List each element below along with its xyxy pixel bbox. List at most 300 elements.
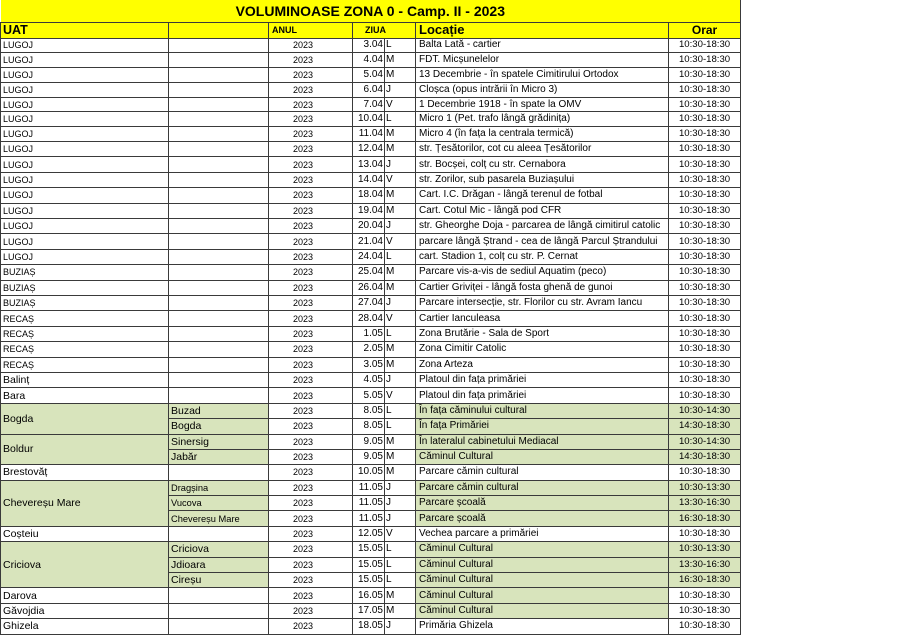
year-cell: 2023 bbox=[269, 127, 353, 142]
uat-cell: BUZIAȘ bbox=[1, 280, 169, 295]
schedule-cell: 10:30-18:30 bbox=[669, 82, 741, 97]
village-cell: Cireșu bbox=[169, 573, 269, 588]
table-row bbox=[1, 188, 741, 203]
village-cell bbox=[169, 603, 269, 618]
location-cell: Căminul Cultural bbox=[416, 603, 669, 618]
table-row bbox=[1, 311, 741, 326]
table-row bbox=[1, 342, 741, 357]
table-row bbox=[1, 526, 741, 541]
village-cell bbox=[169, 112, 269, 127]
table-body bbox=[1, 38, 741, 634]
year-cell: 2023 bbox=[269, 280, 353, 295]
weekday-cell: L bbox=[385, 557, 416, 572]
uat-cell: RECAȘ bbox=[1, 326, 169, 341]
location-cell: Micro 1 (Pet. trafo lângă grădinița) bbox=[416, 112, 669, 127]
village-cell bbox=[169, 127, 269, 142]
weekday-cell: J bbox=[385, 619, 416, 634]
weekday-cell: M bbox=[385, 465, 416, 480]
date-cell: 3.05 bbox=[353, 357, 385, 372]
village-cell: Dragșina bbox=[169, 480, 269, 495]
year-cell: 2023 bbox=[269, 388, 353, 403]
year-cell: 2023 bbox=[269, 68, 353, 83]
schedule-cell: 10:30-18:30 bbox=[669, 234, 741, 249]
table-row bbox=[1, 388, 741, 403]
location-cell: Parcare cămin cultural bbox=[416, 480, 669, 495]
weekday-cell: M bbox=[385, 357, 416, 372]
date-cell: 18.04 bbox=[353, 188, 385, 203]
table-row bbox=[1, 280, 741, 295]
date-cell: 10.05 bbox=[353, 465, 385, 480]
village-cell bbox=[169, 619, 269, 634]
table-row bbox=[1, 82, 741, 97]
year-cell: 2023 bbox=[269, 112, 353, 127]
date-cell: 11.04 bbox=[353, 127, 385, 142]
weekday-cell: J bbox=[385, 511, 416, 526]
date-cell: 25.04 bbox=[353, 265, 385, 280]
header-anul: ANUL bbox=[269, 22, 353, 38]
weekday-cell: L bbox=[385, 573, 416, 588]
schedule-cell: 10:30-18:30 bbox=[669, 219, 741, 234]
date-cell: 3.04 bbox=[353, 38, 385, 53]
schedule-cell: 10:30-13:30 bbox=[669, 542, 741, 557]
year-cell: 2023 bbox=[269, 526, 353, 541]
date-cell: 1.05 bbox=[353, 326, 385, 341]
date-cell: 24.04 bbox=[353, 249, 385, 264]
weekday-cell: M bbox=[385, 127, 416, 142]
uat-cell: Criciova bbox=[1, 542, 169, 588]
year-cell: 2023 bbox=[269, 188, 353, 203]
year-cell: 2023 bbox=[269, 97, 353, 112]
uat-cell: Coșteiu bbox=[1, 526, 169, 541]
year-cell: 2023 bbox=[269, 588, 353, 603]
uat-cell: LUGOJ bbox=[1, 172, 169, 187]
year-cell: 2023 bbox=[269, 265, 353, 280]
schedule-cell: 10:30-18:30 bbox=[669, 68, 741, 83]
header-locatie: Locație bbox=[416, 22, 669, 38]
location-cell: cart. Stadion 1, colț cu str. P. Cernat bbox=[416, 249, 669, 264]
weekday-cell: M bbox=[385, 53, 416, 68]
weekday-cell: M bbox=[385, 265, 416, 280]
year-cell: 2023 bbox=[269, 326, 353, 341]
weekday-cell: J bbox=[385, 496, 416, 511]
schedule-cell: 14:30-18:30 bbox=[669, 419, 741, 434]
location-cell: Balta Lată - cartier bbox=[416, 38, 669, 53]
schedule-cell: 13:30-16:30 bbox=[669, 496, 741, 511]
location-cell: Căminul Cultural bbox=[416, 557, 669, 572]
location-cell: Căminul Cultural bbox=[416, 542, 669, 557]
weekday-cell: V bbox=[385, 97, 416, 112]
table-row bbox=[1, 203, 741, 218]
year-cell: 2023 bbox=[269, 403, 353, 418]
weekday-cell: V bbox=[385, 234, 416, 249]
schedule-cell: 10:30-18:30 bbox=[669, 526, 741, 541]
date-cell: 26.04 bbox=[353, 280, 385, 295]
schedule-cell: 10:30-13:30 bbox=[669, 480, 741, 495]
schedule-cell: 10:30-18:30 bbox=[669, 97, 741, 112]
weekday-cell: M bbox=[385, 342, 416, 357]
village-cell bbox=[169, 188, 269, 203]
location-cell: Platoul din fața primăriei bbox=[416, 388, 669, 403]
schedule-cell: 10:30-18:30 bbox=[669, 265, 741, 280]
location-cell: Parcare vis-a-vis de sediul Aquatim (peco) bbox=[416, 265, 669, 280]
village-cell bbox=[169, 357, 269, 372]
location-cell: Vechea parcare a primăriei bbox=[416, 526, 669, 541]
schedule-cell: 10:30-14:30 bbox=[669, 434, 741, 449]
location-cell: În lateralul cabinetului Mediacal bbox=[416, 434, 669, 449]
schedule-cell: 10:30-18:30 bbox=[669, 53, 741, 68]
schedule-cell: 10:30-18:30 bbox=[669, 280, 741, 295]
schedule-cell: 10:30-18:30 bbox=[669, 172, 741, 187]
date-cell: 7.04 bbox=[353, 97, 385, 112]
year-cell: 2023 bbox=[269, 172, 353, 187]
date-cell: 12.04 bbox=[353, 142, 385, 157]
year-cell: 2023 bbox=[269, 419, 353, 434]
year-cell: 2023 bbox=[269, 449, 353, 464]
village-cell bbox=[169, 157, 269, 172]
date-cell: 12.05 bbox=[353, 526, 385, 541]
location-cell: Zona Cimitir Catolic bbox=[416, 342, 669, 357]
year-cell: 2023 bbox=[269, 372, 353, 387]
year-cell: 2023 bbox=[269, 480, 353, 495]
schedule-cell: 10:30-14:30 bbox=[669, 403, 741, 418]
village-cell bbox=[169, 588, 269, 603]
uat-cell: LUGOJ bbox=[1, 82, 169, 97]
location-cell: 1 Decembrie 1918 - în spate la OMV bbox=[416, 97, 669, 112]
table-row bbox=[1, 434, 741, 449]
village-cell bbox=[169, 38, 269, 53]
table-title: VOLUMINOASE ZONA 0 - Camp. II - 2023 bbox=[1, 0, 741, 22]
schedule-cell: 14:30-18:30 bbox=[669, 449, 741, 464]
uat-cell: Ghizela bbox=[1, 619, 169, 634]
location-cell: FDT. Micșunelelor bbox=[416, 53, 669, 68]
schedule-cell: 10:30-18:30 bbox=[669, 326, 741, 341]
location-cell: Parcare școală bbox=[416, 496, 669, 511]
schedule-cell: 10:30-18:30 bbox=[669, 188, 741, 203]
year-cell: 2023 bbox=[269, 434, 353, 449]
village-cell bbox=[169, 172, 269, 187]
table-row bbox=[1, 53, 741, 68]
location-cell: Zona Arteza bbox=[416, 357, 669, 372]
table-row bbox=[1, 295, 741, 310]
weekday-cell: L bbox=[385, 403, 416, 418]
year-cell: 2023 bbox=[269, 311, 353, 326]
date-cell: 9.05 bbox=[353, 449, 385, 464]
uat-cell: LUGOJ bbox=[1, 68, 169, 83]
schedule-cell: 10:30-18:30 bbox=[669, 357, 741, 372]
village-cell bbox=[169, 326, 269, 341]
table-row bbox=[1, 619, 741, 634]
village-cell bbox=[169, 280, 269, 295]
schedule-cell: 10:30-18:30 bbox=[669, 249, 741, 264]
table-row bbox=[1, 68, 741, 83]
date-cell: 8.05 bbox=[353, 419, 385, 434]
date-cell: 4.05 bbox=[353, 372, 385, 387]
title-row bbox=[1, 0, 741, 22]
year-cell: 2023 bbox=[269, 619, 353, 634]
uat-cell: Brestovăț bbox=[1, 465, 169, 480]
schedule-cell: 13:30-16:30 bbox=[669, 557, 741, 572]
weekday-cell: L bbox=[385, 249, 416, 264]
weekday-cell: L bbox=[385, 38, 416, 53]
year-cell: 2023 bbox=[269, 82, 353, 97]
year-cell: 2023 bbox=[269, 53, 353, 68]
schedule-cell: 10:30-18:30 bbox=[669, 603, 741, 618]
location-cell: Zona Brutărie - Sala de Sport bbox=[416, 326, 669, 341]
date-cell: 10.04 bbox=[353, 112, 385, 127]
weekday-cell: J bbox=[385, 295, 416, 310]
uat-cell: LUGOJ bbox=[1, 249, 169, 264]
date-cell: 27.04 bbox=[353, 295, 385, 310]
year-cell: 2023 bbox=[269, 203, 353, 218]
weekday-cell: M bbox=[385, 68, 416, 83]
location-cell: În fața Primăriei bbox=[416, 419, 669, 434]
schedule-cell: 10:30-18:30 bbox=[669, 127, 741, 142]
table-row bbox=[1, 234, 741, 249]
date-cell: 14.04 bbox=[353, 172, 385, 187]
date-cell: 2.05 bbox=[353, 342, 385, 357]
date-cell: 9.05 bbox=[353, 434, 385, 449]
schedule-cell: 16:30-18:30 bbox=[669, 511, 741, 526]
village-cell bbox=[169, 249, 269, 264]
table-row bbox=[1, 603, 741, 618]
year-cell: 2023 bbox=[269, 219, 353, 234]
location-cell: Parcare școală bbox=[416, 511, 669, 526]
date-cell: 5.04 bbox=[353, 68, 385, 83]
date-cell: 11.05 bbox=[353, 496, 385, 511]
uat-cell: LUGOJ bbox=[1, 127, 169, 142]
date-cell: 15.05 bbox=[353, 557, 385, 572]
uat-cell: LUGOJ bbox=[1, 142, 169, 157]
uat-cell: RECAȘ bbox=[1, 342, 169, 357]
weekday-cell: J bbox=[385, 219, 416, 234]
location-cell: str. Zorilor, sub pasarela Buziașului bbox=[416, 172, 669, 187]
year-cell: 2023 bbox=[269, 295, 353, 310]
weekday-cell: V bbox=[385, 526, 416, 541]
uat-cell: LUGOJ bbox=[1, 157, 169, 172]
weekday-cell: L bbox=[385, 542, 416, 557]
village-cell bbox=[169, 311, 269, 326]
schedule-cell: 10:30-18:30 bbox=[669, 342, 741, 357]
schedule-cell: 10:30-18:30 bbox=[669, 112, 741, 127]
uat-cell: Chevereșu Mare bbox=[1, 480, 169, 526]
weekday-cell: L bbox=[385, 419, 416, 434]
year-cell: 2023 bbox=[269, 142, 353, 157]
schedule-cell: 10:30-18:30 bbox=[669, 372, 741, 387]
schedule-cell: 10:30-18:30 bbox=[669, 311, 741, 326]
year-cell: 2023 bbox=[269, 542, 353, 557]
date-cell: 15.05 bbox=[353, 542, 385, 557]
village-cell bbox=[169, 82, 269, 97]
location-cell: Căminul Cultural bbox=[416, 449, 669, 464]
village-cell bbox=[169, 142, 269, 157]
table-row bbox=[1, 265, 741, 280]
year-cell: 2023 bbox=[269, 511, 353, 526]
weekday-cell: L bbox=[385, 112, 416, 127]
uat-cell: BUZIAȘ bbox=[1, 295, 169, 310]
year-cell: 2023 bbox=[269, 357, 353, 372]
date-cell: 8.05 bbox=[353, 403, 385, 418]
schedule-cell: 10:30-18:30 bbox=[669, 465, 741, 480]
schedule-cell: 10:30-18:30 bbox=[669, 203, 741, 218]
village-cell: Criciova bbox=[169, 542, 269, 557]
table-row bbox=[1, 172, 741, 187]
date-cell: 13.04 bbox=[353, 157, 385, 172]
date-cell: 6.04 bbox=[353, 82, 385, 97]
schedule-cell: 16:30-18:30 bbox=[669, 573, 741, 588]
uat-cell: Balinț bbox=[1, 372, 169, 387]
year-cell: 2023 bbox=[269, 234, 353, 249]
weekday-cell: M bbox=[385, 449, 416, 464]
village-cell bbox=[169, 265, 269, 280]
table-row bbox=[1, 157, 741, 172]
location-cell: Micro 4 (în fața la centrala termică) bbox=[416, 127, 669, 142]
location-cell: Parcare cămin cultural bbox=[416, 465, 669, 480]
village-cell: Sinersig bbox=[169, 434, 269, 449]
village-cell bbox=[169, 203, 269, 218]
table-row bbox=[1, 249, 741, 264]
uat-cell: Darova bbox=[1, 588, 169, 603]
date-cell: 11.05 bbox=[353, 511, 385, 526]
location-cell: Cloșca (opus intrării în Micro 3) bbox=[416, 82, 669, 97]
uat-cell: LUGOJ bbox=[1, 97, 169, 112]
uat-cell: LUGOJ bbox=[1, 234, 169, 249]
uat-cell: LUGOJ bbox=[1, 112, 169, 127]
village-cell: Jdioara bbox=[169, 557, 269, 572]
weekday-cell: J bbox=[385, 157, 416, 172]
weekday-cell: M bbox=[385, 280, 416, 295]
village-cell bbox=[169, 295, 269, 310]
location-cell: parcare lângă Ștrand - cea de lângă Parcul Ștrandului bbox=[416, 234, 669, 249]
schedule-cell: 10:30-18:30 bbox=[669, 388, 741, 403]
header-uat: UAT bbox=[1, 22, 169, 38]
table-row bbox=[1, 480, 741, 495]
location-cell: Cartier Griviței - lângă fosta ghenă de gunoi bbox=[416, 280, 669, 295]
uat-cell: BUZIAȘ bbox=[1, 265, 169, 280]
location-cell: Cart. I.C. Drăgan - lângă terenul de fotbal bbox=[416, 188, 669, 203]
table-row bbox=[1, 112, 741, 127]
year-cell: 2023 bbox=[269, 573, 353, 588]
village-cell bbox=[169, 372, 269, 387]
table-row bbox=[1, 588, 741, 603]
table-row bbox=[1, 403, 741, 418]
village-cell bbox=[169, 219, 269, 234]
uat-cell: LUGOJ bbox=[1, 203, 169, 218]
uat-cell: RECAȘ bbox=[1, 311, 169, 326]
date-cell: 11.05 bbox=[353, 480, 385, 495]
weekday-cell: M bbox=[385, 603, 416, 618]
village-cell bbox=[169, 465, 269, 480]
weekday-cell: M bbox=[385, 588, 416, 603]
location-cell: 13 Decembrie - în spatele Cimitirului Ortodox bbox=[416, 68, 669, 83]
weekday-cell: M bbox=[385, 203, 416, 218]
village-cell bbox=[169, 388, 269, 403]
village-cell: Jabăr bbox=[169, 449, 269, 464]
year-cell: 2023 bbox=[269, 465, 353, 480]
weekday-cell: V bbox=[385, 388, 416, 403]
uat-cell: LUGOJ bbox=[1, 53, 169, 68]
date-cell: 28.04 bbox=[353, 311, 385, 326]
date-cell: 16.05 bbox=[353, 588, 385, 603]
date-cell: 19.04 bbox=[353, 203, 385, 218]
location-cell: Parcare intersecție, str. Florilor cu str. Avram Iancu bbox=[416, 295, 669, 310]
location-cell: Platoul din fața primăriei bbox=[416, 372, 669, 387]
header-row bbox=[1, 22, 741, 38]
village-cell: Bogda bbox=[169, 419, 269, 434]
table-row bbox=[1, 38, 741, 53]
uat-cell: LUGOJ bbox=[1, 188, 169, 203]
uat-cell: Boldur bbox=[1, 434, 169, 465]
village-cell bbox=[169, 526, 269, 541]
village-cell bbox=[169, 342, 269, 357]
uat-cell: Bogda bbox=[1, 403, 169, 434]
date-cell: 15.05 bbox=[353, 573, 385, 588]
location-cell: Cart. Cotul Mic - lângă pod CFR bbox=[416, 203, 669, 218]
village-cell bbox=[169, 68, 269, 83]
weekday-cell: J bbox=[385, 82, 416, 97]
table-row bbox=[1, 372, 741, 387]
table-row bbox=[1, 357, 741, 372]
village-cell: Buzad bbox=[169, 403, 269, 418]
schedule-cell: 10:30-18:30 bbox=[669, 295, 741, 310]
year-cell: 2023 bbox=[269, 249, 353, 264]
schedule-cell: 10:30-18:30 bbox=[669, 619, 741, 634]
schedule-cell: 10:30-18:30 bbox=[669, 142, 741, 157]
schedule-cell: 10:30-18:30 bbox=[669, 588, 741, 603]
uat-cell: Găvojdia bbox=[1, 603, 169, 618]
header-village bbox=[169, 22, 269, 38]
schedule-cell: 10:30-18:30 bbox=[669, 38, 741, 53]
location-cell: str. Gheorghe Doja - parcarea de lângă cimitirul catolic bbox=[416, 219, 669, 234]
uat-cell: LUGOJ bbox=[1, 38, 169, 53]
table-row bbox=[1, 465, 741, 480]
village-cell: Vucova bbox=[169, 496, 269, 511]
year-cell: 2023 bbox=[269, 38, 353, 53]
date-cell: 17.05 bbox=[353, 603, 385, 618]
location-cell: Cartier Ianculeasa bbox=[416, 311, 669, 326]
village-cell bbox=[169, 97, 269, 112]
village-cell bbox=[169, 234, 269, 249]
weekday-cell: V bbox=[385, 311, 416, 326]
table-row bbox=[1, 97, 741, 112]
uat-cell: RECAȘ bbox=[1, 357, 169, 372]
table-row bbox=[1, 542, 741, 557]
uat-cell: Bara bbox=[1, 388, 169, 403]
date-cell: 21.04 bbox=[353, 234, 385, 249]
location-cell: Căminul Cultural bbox=[416, 588, 669, 603]
village-cell: Chevereșu Mare bbox=[169, 511, 269, 526]
header-orar: Orar bbox=[669, 22, 741, 38]
weekday-cell: M bbox=[385, 434, 416, 449]
weekday-cell: L bbox=[385, 326, 416, 341]
location-cell: str. Țesătorilor, cot cu aleea Țesătorilor bbox=[416, 142, 669, 157]
date-cell: 4.04 bbox=[353, 53, 385, 68]
location-cell: Primăria Ghizela bbox=[416, 619, 669, 634]
weekday-cell: M bbox=[385, 188, 416, 203]
table-row bbox=[1, 142, 741, 157]
date-cell: 20.04 bbox=[353, 219, 385, 234]
location-cell: Căminul Cultural bbox=[416, 573, 669, 588]
date-cell: 18.05 bbox=[353, 619, 385, 634]
uat-cell: LUGOJ bbox=[1, 219, 169, 234]
table-row bbox=[1, 326, 741, 341]
year-cell: 2023 bbox=[269, 157, 353, 172]
location-cell: În fața căminului cultural bbox=[416, 403, 669, 418]
year-cell: 2023 bbox=[269, 603, 353, 618]
year-cell: 2023 bbox=[269, 342, 353, 357]
weekday-cell: M bbox=[385, 142, 416, 157]
location-cell: str. Bocșei, colț cu str. Cernabora bbox=[416, 157, 669, 172]
header-ziua: ZIUA bbox=[353, 22, 416, 38]
